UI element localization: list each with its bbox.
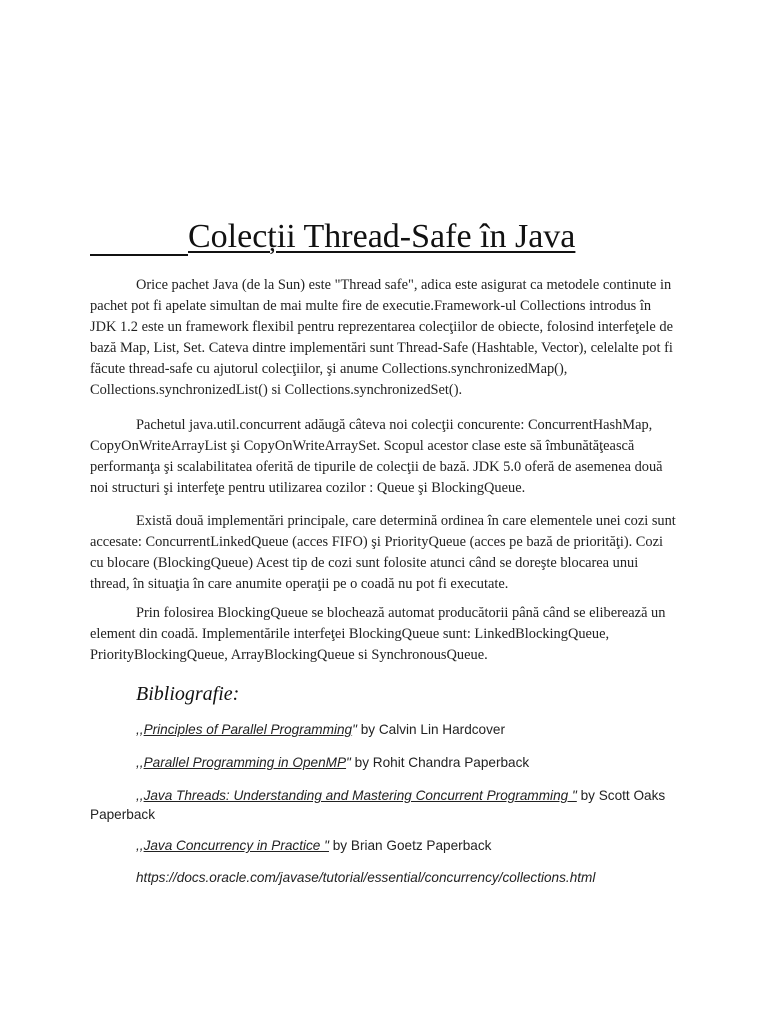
bibliography-entry (136, 836, 696, 855)
paragraph-queue-implementations: Există două implementări principale, care determină ordinea în care elementele unei cozi sunt accesate: ConcurrentLinkedQueue (acces FIFO) şi PriorityQueue (acces pe bază de priorităţi). Cozi cu blocare (BlockingQueue) Acest tip de cozi sunt folosite atunci când se doreşte blocarea unui thread, în situaţia în care anumite operaţii pe o coadă nu pot fi executate. (90, 513, 676, 592)
page-title (90, 218, 620, 256)
quote-open: ,, (136, 722, 144, 737)
quote-close: " (346, 755, 351, 770)
reference-title-link[interactable]: Java Threads: Understanding and Mastering Concurrent Programming " (143, 788, 577, 803)
quote-close: " (352, 722, 357, 737)
bibliography-entry (136, 720, 696, 739)
title-text: Colecții Thread-Safe în Java (188, 218, 576, 255)
title-underline-lead (90, 224, 188, 256)
bibliography-heading: Bibliografie: (136, 683, 240, 705)
reference-title-link[interactable]: Java Concurrency in Practice " (143, 838, 329, 853)
paragraph-concurrent-package: Pachetul java.util.concurrent adăugă câteva noi colecţii concurente: ConcurrentHashMap, CopyOnWriteArrayList şi CopyOnWriteArraySet. Scopul acestor clase este să îmbunătăţească performanţa şi scalabilitatea oferită de tipurile de colecţii de bază. JDK 5.0 oferă de asemenea două noi structuri şi interfeţe pentru utilizarea cozilor : Queue şi BlockingQueue. (90, 417, 663, 496)
reference-title-link[interactable]: Principles of Parallel Programming (143, 722, 353, 737)
reference-title-link[interactable]: Parallel Programming in OpenMP (143, 755, 347, 770)
reference-author: by Calvin Lin Hardcover (356, 722, 506, 737)
quote-open: ,, (136, 838, 144, 853)
reference-url[interactable]: https://docs.oracle.com/javase/tutorial/essential/concurrency/collections.html (136, 870, 596, 885)
bibliography-entry (90, 786, 680, 824)
reference-author: by Scott Oaks Paperback (90, 788, 666, 822)
paragraph-blocking-queue: Prin folosirea BlockingQueue se blochează automat producătorii până când se eliberează un element din coadă. Implementările interfeţei BlockingQueue sunt: LinkedBlockingQueue, PriorityBlockingQueue, ArrayBlockingQueue si SynchronousQueue. (90, 605, 666, 663)
bibliography-entry (136, 753, 696, 772)
quote-open: ,, (136, 755, 144, 770)
paragraph-intro: Orice pachet Java (de la Sun) este "Thread safe", adica este asigurat ca metodele continute in pachet pot fi apelate simultan de mai multe fire de executie.Framework-ul Collections introdus în JDK 1.2 este un framework flexibil pentru reprezentarea colecţiilor de obiecte, folosind interfeţele de bază Map, List, Set. Cateva dintre implementări sunt Thread-Safe (Hashtable, Vector), celelalte pot fi făcute thread-safe cu ajutorul colecţiilor, şi anume Collections.synchronizedMap(), Collections.synchronizedList() si Collections.synchronizedSet(). (90, 277, 673, 398)
reference-author: by Brian Goetz Paperback (328, 838, 492, 853)
quote-open: ,, (136, 788, 144, 803)
reference-author: by Rohit Chandra Paperback (350, 755, 530, 770)
